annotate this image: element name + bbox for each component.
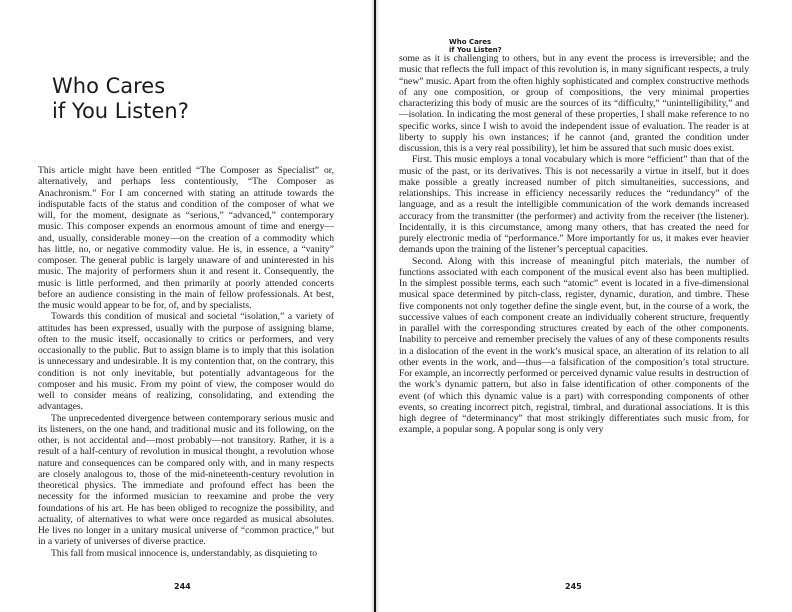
paragraph: First. This music employs a tonal vocabulary which is more “efficient” than that of the music of the past, or its derivatives. This is not necessarily a virtue in itself, but it does make possible a greatly increased number of pitch simultaneities, successions, and relationships. This increase in efficiency necessarily reduces the “redundancy” of the language, and as a result the intelligible communication of the work demands increased accuracy from the transmitter (the performer) and activity from the receiver (the listener). Incidentally, it is this circumstance, among many others, that has created the need for purely electronic media of “performance.” More importantly for us, it makes ever heavier demands upon the training of the listener’s perceptual capacities. bbox=[399, 154, 749, 256]
title-line-1: Who Cares bbox=[52, 74, 166, 98]
paragraph: Second. Along with this increase of meaningful pitch materials, the number of functions associated with each component of the musical event also has been multiplied. In the simplest possible terms, each such “atomic” event is located in a five-dimensional musical space determined by pitch-class, register, dynamic, duration, and timbre. These five components not only together define the single event, but, in the course of a work, the successive values of each component create an individually coherent structure, frequently in parallel with the corresponding structures created by each of the other components. Inability to perceive and remember precisely the values of any of these components results in a dislocation of the event in the work’s musical space, an alteration of its relation to all other events in the work, and—thus—a falsification of the composition’s total structure. For example, an incorrectly performed or perceived dynamic value results in destruction of the work’s dynamic pattern, but also in false identification of other components of the event (of which this dynamic value is a part) with corresponding components of other events, so creating incorrect pitch, registral, timbral, and durational associations. It is this high degree of “determinancy” that most strikingly differentiates such music from, for example, a popular song. A popular song is only very bbox=[399, 255, 749, 436]
page-number-right: 245 bbox=[565, 582, 582, 591]
paragraph: The unprecedented divergence between contemporary serious music and its listeners, on the one hand, and traditional music and its following, on the other, is not accidental and—most probably—not transitory. Rather, it is a result of a half-century of revolution in musical thought, a revolution whose nature and consequences can be compared only with, and in many respects are closely analogous to, those of the mid-nineteenth-century revolution in theoretical physics. The immediate and profound effect has been the necessity for the informed musician to reexamine and probe the very foundations of his art. He has been obliged to recognize the possibility, and actuality, of alternatives to what were once regarded as musical absolutes. He lives no longer in a unitary musical universe of “common practice,” but in a variety of universes of diverse practice. bbox=[38, 412, 334, 548]
article-title bbox=[52, 74, 189, 124]
right-page-body bbox=[399, 53, 749, 436]
left-page-body bbox=[38, 165, 334, 559]
paragraph: This fall from musical innocence is, understandably, as disquieting to bbox=[51, 547, 318, 559]
title-line-2: if You Listen? bbox=[52, 99, 189, 123]
page-number-left: 244 bbox=[174, 582, 191, 591]
paragraph: Towards this condition of musical and societal “isolation,” a variety of attitudes has been expressed, usually with the purpose of assigning blame, often to the music itself, occasionally to critics or performers, and very occasionally to the public. But to assign blame is to imply that this isolation is unnecessary and undesirable. It is my contention that, on the contrary, this condition is not only inevitable, but potentially advantageous for the composer and his music. From my point of view, the composer would do well to consider means of realizing, consolidating, and extending the advantages. bbox=[38, 311, 334, 413]
running-head bbox=[449, 38, 502, 54]
paragraph: This article might have been entitled “The Composer as Specialist” or, alternatively, and perhaps less contentiously, “The Composer as Anachronism.” For I am concerned with stating an attitude towards the indisputable facts of the status and condition of the composer of what we will, for the moment, designate as “serious,” “advanced,” contemporary music. This composer expends an enormous amount of time and energy—and, usually, considerable money—on the creation of a commodity which has little, no, or negative commodity value. He is, in essence, a “vanity” composer. The general public is largely unaware of and uninterested in his music. The majority of performers shun it and resent it. Consequently, the music is little performed, and then primarily at poorly attended concerts before an audience consisting in the main of fellow professionals. At best, the music would appear to be for, of, and by specialists. bbox=[38, 165, 334, 311]
running-head-line-2: if You Listen? bbox=[449, 46, 502, 54]
running-head-line-1: Who Cares bbox=[449, 38, 492, 46]
paragraph: some as it is challenging to others, but in any event the process is irreversible; and the music that reflects the full impact of this revolution is, in many significant respects, a truly “new” music. Apart from the often highly sophisticated and complex constructive methods of any one composition, or group of compositions, the very minimal properties characterizing this body of music are the sources of its “difficulty,” “unintelligibility,” and—isolation. In indicating the most general of these properties, I shall make reference to no specific works, since I wish to avoid the independent issue of evaluation. The reader is at liberty to supply his own instances; if he cannot (and, granted the condition under discussion, this is a very real possibility), let him be assured that such music does exist. bbox=[399, 53, 749, 154]
